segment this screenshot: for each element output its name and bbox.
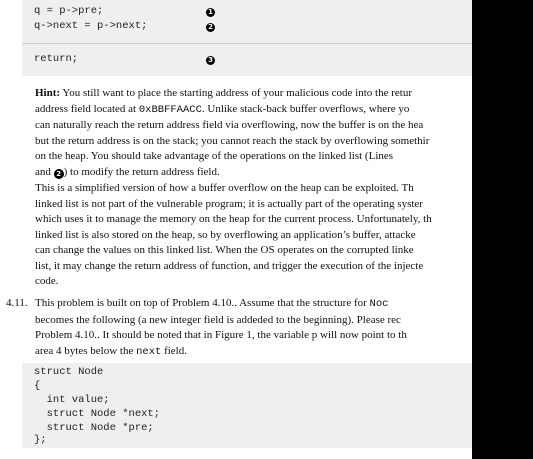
address-value: 0xBBFFAACC xyxy=(138,103,202,116)
problem-line-4a: area 4 bytes below the xyxy=(35,344,137,357)
problem-line-2: becomes the following (a new integer field is addeded to the beginning). Please rec xyxy=(35,313,401,326)
next-field-name: next xyxy=(136,345,162,358)
hint-line-6c: ) to modify the return address field. xyxy=(63,165,220,178)
struct-line-6: }; xyxy=(34,434,47,446)
line-marker-3: 3 xyxy=(206,56,215,65)
struct-line-5: struct Node *pre; xyxy=(34,422,154,434)
line-marker-1: 1 xyxy=(206,8,215,17)
struct-line-4: struct Node *next; xyxy=(34,408,161,420)
explanation-line-4: linked list is also stored on the heap, so by overflowing an application’s buffer, attacke xyxy=(35,228,416,241)
code-divider xyxy=(22,43,472,44)
explanation-line-1: This is a simplified version of how a buffer overflow on the heap can be exploited. Th xyxy=(35,182,414,194)
problem-number: 4.11. xyxy=(6,297,28,309)
code-line-3: return; xyxy=(34,53,79,65)
problem-paragraph xyxy=(35,296,475,360)
hint-line-1: You still want to place the starting address of your malicious code into the retur xyxy=(60,87,412,99)
code-listing-struct xyxy=(22,363,472,448)
explanation-line-7: code. xyxy=(35,275,59,287)
black-side-panel xyxy=(472,0,533,459)
hint-label: Hint: xyxy=(35,87,61,99)
struct-line-1: struct Node xyxy=(34,366,104,378)
code-line-2: q->next = p->next; xyxy=(34,20,148,32)
hint-paragraph xyxy=(35,86,475,180)
struct-line-2: { xyxy=(34,380,41,392)
line-ref-marker-2: 2 xyxy=(54,169,64,179)
hint-line-5: on the heap. You should take advantage of the operations on the linked list (Lines xyxy=(35,150,394,162)
problem-line-4c: field. xyxy=(161,344,187,357)
explanation-line-6: list, it may change the return address of function, and trigger the execution of the injecte xyxy=(35,259,424,272)
struct-line-3: int value; xyxy=(34,394,110,406)
problem-line-3: Problem 4.10.. It should be noted that in Figure 1, the variable p will now point to th xyxy=(35,329,407,341)
explanation-line-2: linked list is not part of the vulnerable program; it is actually part of the operating syster xyxy=(35,197,423,210)
code-line-1: q = p->pre; xyxy=(34,5,104,17)
explanation-line-3: which uses it to manage the memory on the heap for the current process. Unfortunately, th xyxy=(35,213,432,225)
problem-line-1a: This problem is built on top of Problem 4.10.. Assume that the structure for xyxy=(35,297,370,309)
hint-line-2a: address field located at xyxy=(35,102,139,115)
hint-line-2c: . Unlike stack-back buffer overflows, where yo xyxy=(201,102,410,115)
struct-name: Noc xyxy=(369,298,389,310)
explanation-paragraph xyxy=(35,181,475,290)
hint-line-4: but the return address is on the stack; you cannot reach the stack by overflowing somethir xyxy=(35,134,430,147)
line-marker-2: 2 xyxy=(206,23,215,32)
explanation-line-5: can change the values on this linked list. When the OS operates on the corrupted linke xyxy=(35,244,414,256)
hint-line-3: can naturally reach the return address field via overflowing, now the buffer is on the hea xyxy=(35,119,424,131)
code-listing-top xyxy=(22,0,472,76)
hint-line-6a: and xyxy=(35,165,54,178)
